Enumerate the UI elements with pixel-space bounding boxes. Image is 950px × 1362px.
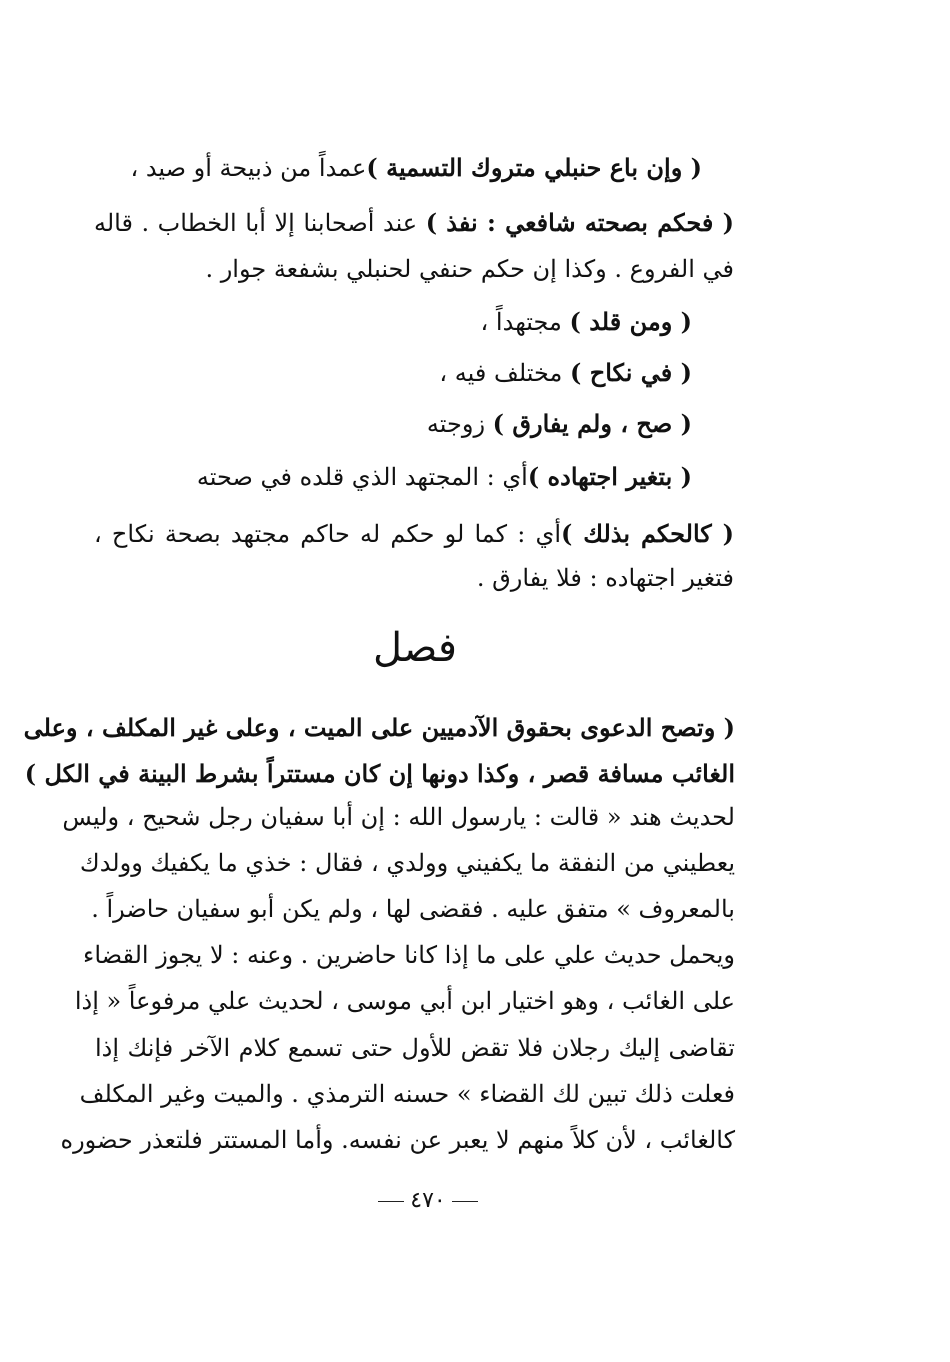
text-line: ( كالحكم بذلك )أي : كما لو حكم له حاكم مجتهد بصحة نكاح ،: [94, 519, 734, 548]
text-line: على الغائب ، وهو اختيار ابن أبي موسى ، لحديث علي مرفوعاً « إذا: [74, 987, 735, 1015]
text-line: كالغائب ، لأن كلاً منهم لا يعبر عن نفسه. وأما المستتر فلتعذر حضوره: [60, 1126, 735, 1154]
text-line: تقاضى إليك رجلان فلا تقض للأول حتى تسمع كلام الآخر فإنك إذا: [95, 1034, 735, 1062]
text-line: فتغير اجتهاده : فلا يفارق .: [476, 564, 734, 592]
text-line: ( صح ، ولم يفارق ) زوجته: [426, 409, 692, 438]
dash-right: [452, 1201, 478, 1202]
text-line: يعطيني من النفقة ما يكفيني وولدي ، فقال : خذي ما يكفيك وولدك: [79, 849, 735, 877]
text-line: لحديث هند « قالت : يارسول الله : إن أبا سفيان رجل شحيح ، وليس: [62, 803, 735, 831]
text-line: بالمعروف » متفق عليه . فقضى لها ، ولم يكن أبو سفيان حاضراً .: [91, 895, 735, 923]
text-line: ( في نكاح ) مختلف فيه ،: [439, 358, 692, 387]
text-line: في الفروع . وكذا إن حكم حنفي لحنبلي بشفعة جوار .: [205, 255, 734, 283]
text-line: ويحمل حديث علي على ما إذا كانا حاضرين . وعنه : لا يجوز القضاء: [83, 941, 735, 969]
page-number: ٤٧٠: [368, 1190, 488, 1212]
text-line: فعلت ذلك تبين لك القضاء » حسنه الترمذي . والميت وغير المكلف: [79, 1080, 735, 1108]
text-line: الغائب مسافة قصر ، وكذا دونها إن كان مستتراً بشرط البينة في الكل ): [24, 759, 735, 788]
text-line: ( وتصح الدعوى بحقوق الآدميين على الميت ، وعلى غير المكلف ، وعلى: [23, 713, 735, 742]
text-line: ( فحكم بصحته شافعي : نفذ ) عند أصحابنا إلا أبا الخطاب . قاله: [94, 208, 735, 237]
section-heading: فصل: [372, 625, 458, 671]
text-line: ( بتغير اجتهاده )أي : المجتهد الذي قلده في صحته: [196, 462, 692, 491]
text-line: ( ومن قلد ) مجتهداً ،: [480, 307, 692, 336]
text-line: ( وإن باع حنبلي متروك التسمية )عمداً من ذبيحة أو صيد ،: [130, 153, 702, 182]
dash-left: [378, 1201, 404, 1202]
